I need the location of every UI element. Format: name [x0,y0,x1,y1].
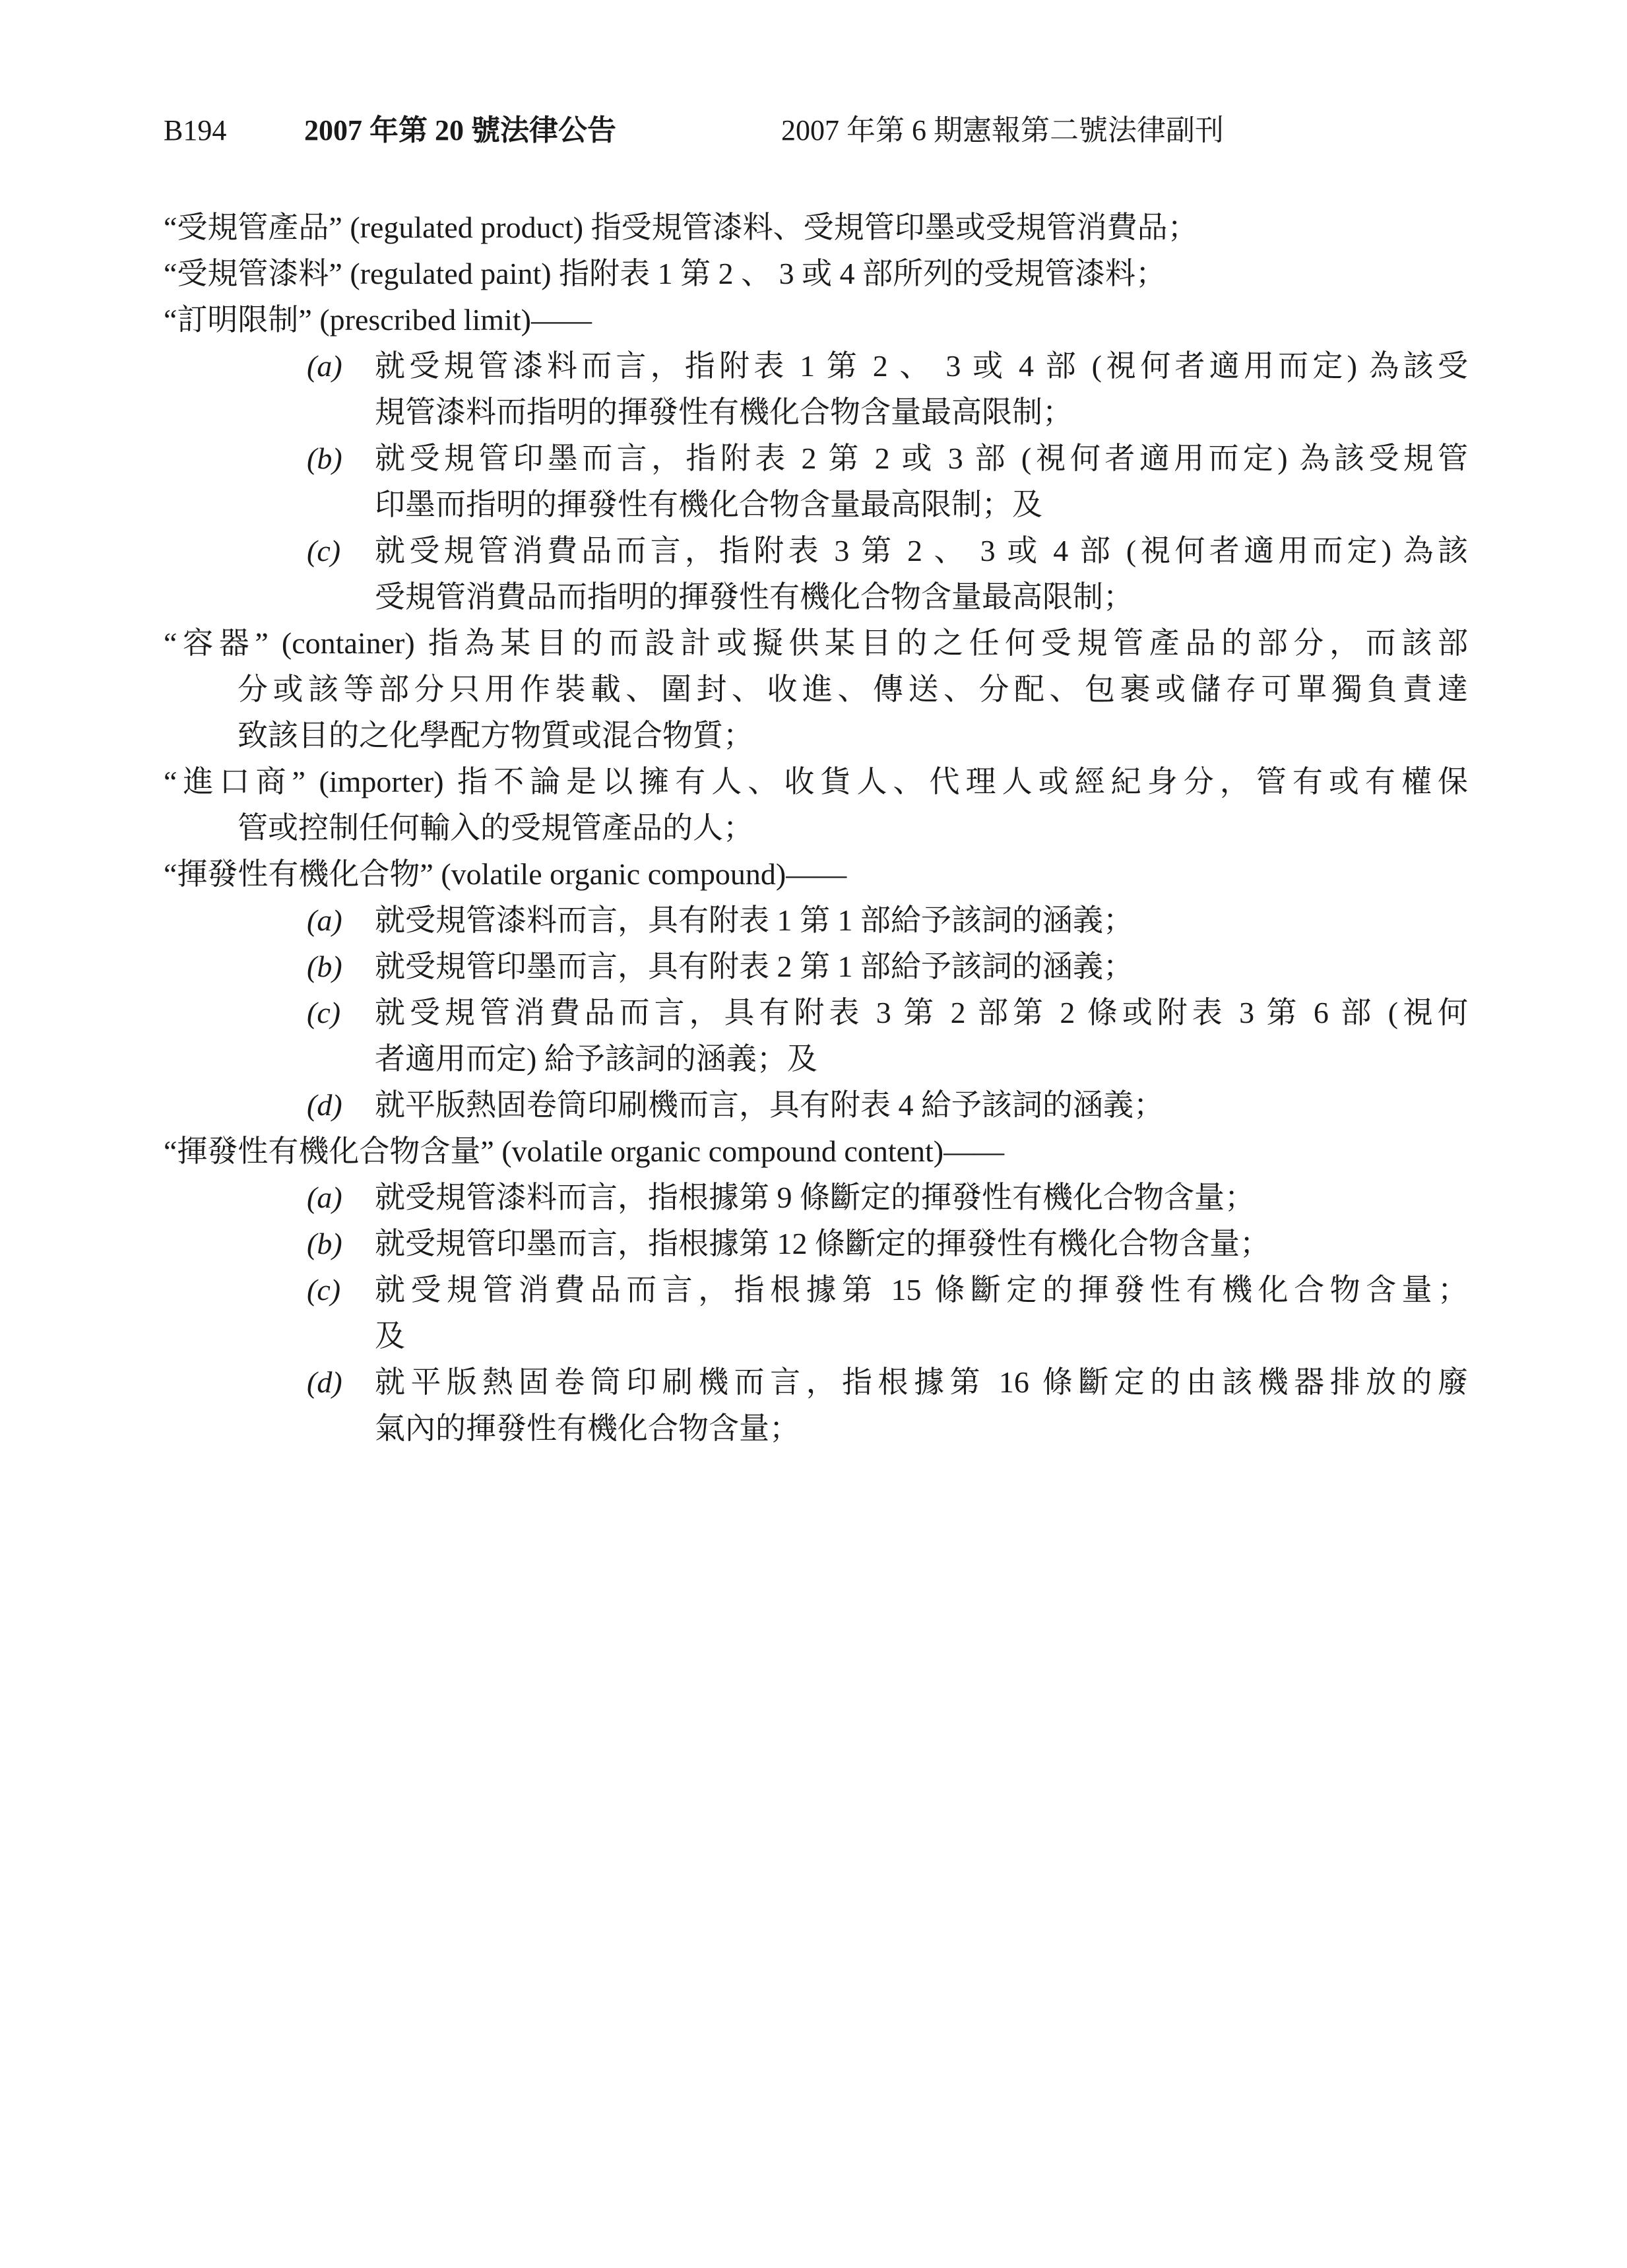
list-item [164,897,1468,944]
definition-paragraph [164,297,1468,343]
text-line [375,1036,1468,1082]
text-line [164,251,1468,297]
page-number: B194 [164,114,227,146]
text-line [238,713,1468,759]
item-label: (d) [307,1088,342,1122]
list-item [164,944,1468,990]
text-line [307,1359,1468,1406]
text-line [238,666,1468,713]
text-line [307,528,1468,574]
line-text: 就受規管漆料而言，具有附表 1 第 1 部給予該詞的涵義； [375,903,1133,937]
line-text: 管或控制任何輸入的受規管產品的人； [238,811,753,845]
document-body [164,205,1468,1452]
item-label: (a) [307,349,342,383]
text-line [375,389,1468,436]
text-line [307,1082,1468,1128]
list-item [164,343,1468,436]
line-text: 就受規管消費品而言，具有附表 3 第 2 部第 2 條或附表 3 第 6 部 (視何 [375,996,1468,1029]
item-label: (d) [307,1365,342,1399]
text-line [307,897,1468,944]
line-text: 規管漆料而指明的揮發性有機化合物含量最高限制； [375,395,1073,429]
line-text: “揮發性有機化合物含量” (volatile organic compound content)—— [164,1134,1005,1168]
list-item [164,1267,1468,1359]
text-line [164,620,1468,666]
text-line [375,1313,1468,1359]
line-text: 就受規管消費品而言，指附表 3 第 2 、 3 或 4 部 (視何者適用而定) 為該 [375,534,1468,567]
list-item [164,436,1468,528]
text-line [307,944,1468,990]
line-text: “進口商” (importer) 指不論是以擁有人、收貨人、代理人或經紀身分，管有或有權保 [164,765,1468,798]
page-header [164,113,1468,148]
definition-paragraph [164,1128,1468,1175]
line-text: “揮發性有機化合物” (volatile organic compound)—— [164,857,847,891]
text-line [164,1128,1468,1175]
item-label: (c) [307,534,341,567]
line-text: 受規管消費品而指明的揮發性有機化合物含量最高限制； [375,580,1133,614]
line-text: 就受規管消費品而言，指根據第 15 條斷定的揮發性有機化合物含量； [375,1273,1468,1307]
item-label: (b) [307,950,342,983]
line-text: 就受規管印墨而言，指附表 2 第 2 或 3 部 (視何者適用而定) 為該受規管 [375,441,1468,475]
line-text: “訂明限制” (prescribed limit)—— [164,303,592,337]
definition-paragraph [164,759,1468,851]
list-item [164,1359,1468,1452]
item-label: (a) [307,1181,342,1214]
text-line [307,436,1468,482]
header-gazette-title: 2007 年第 6 期憲報第二號法律副刊 [781,114,1224,146]
text-line [307,1267,1468,1313]
line-text: “受規管漆料” (regulated paint) 指附表 1 第 2 、 3 或 4 部所列的受規管漆料； [164,257,1166,290]
line-text: 就受規管漆料而言，指根據第 9 條斷定的揮發性有機化合物含量； [375,1181,1255,1214]
header-notice-title: 2007 年第 20 號法律公告 [304,114,616,146]
line-text: 就平版熱固卷筒印刷機而言，具有附表 4 給予該詞的涵義； [375,1088,1164,1122]
item-label: (a) [307,903,342,937]
line-text: 就平版熱固卷筒印刷機而言，指根據第 16 條斷定的由該機器排放的廢 [375,1365,1468,1399]
text-line [375,482,1468,528]
line-text: 致該目的之化學配方物質或混合物質； [238,719,753,752]
list-item [164,1221,1468,1267]
line-text: 印墨而指明的揮發性有機化合物含量最高限制；及 [375,488,1042,521]
text-line [375,574,1468,620]
definition-paragraph [164,620,1468,759]
text-line [307,1221,1468,1267]
list-item [164,1175,1468,1221]
text-line [164,297,1468,343]
text-line [164,851,1468,897]
text-line [307,1175,1468,1221]
text-line [307,990,1468,1036]
line-text: 就受規管印墨而言，指根據第 12 條斷定的揮發性有機化合物含量； [375,1227,1270,1260]
text-line [238,805,1468,851]
item-label: (b) [307,1227,342,1260]
item-label: (c) [307,1273,341,1307]
line-text: 及 [375,1319,405,1353]
line-text: “容器” (container) 指為某目的而設計或擬供某目的之任何受規管產品的部分，而該部 [164,626,1468,660]
text-line [307,343,1468,389]
line-text: 氣內的揮發性有機化合物含量； [375,1411,800,1445]
item-label: (b) [307,441,342,475]
line-text: 就受規管印墨而言，具有附表 2 第 1 部給予該詞的涵義； [375,950,1133,983]
definition-paragraph [164,851,1468,897]
line-text: “受規管產品” (regulated product) 指受規管漆料、受規管印墨或受規管消費品； [164,211,1198,244]
line-text: 就受規管漆料而言，指附表 1 第 2 、 3 或 4 部 (視何者適用而定) 為該受 [375,349,1468,383]
item-label: (c) [307,996,341,1029]
text-line [164,205,1468,251]
line-text: 者適用而定) 給予該詞的涵義；及 [375,1042,817,1076]
definition-paragraph [164,205,1468,251]
line-text: 分或該等部分只用作裝載、圍封、收進、傳送、分配、包裹或儲存可單獨負責達 [238,672,1468,706]
list-item [164,1082,1468,1128]
list-item [164,528,1468,620]
list-item [164,990,1468,1082]
definition-paragraph [164,251,1468,297]
text-line [164,759,1468,805]
text-line [375,1406,1468,1452]
